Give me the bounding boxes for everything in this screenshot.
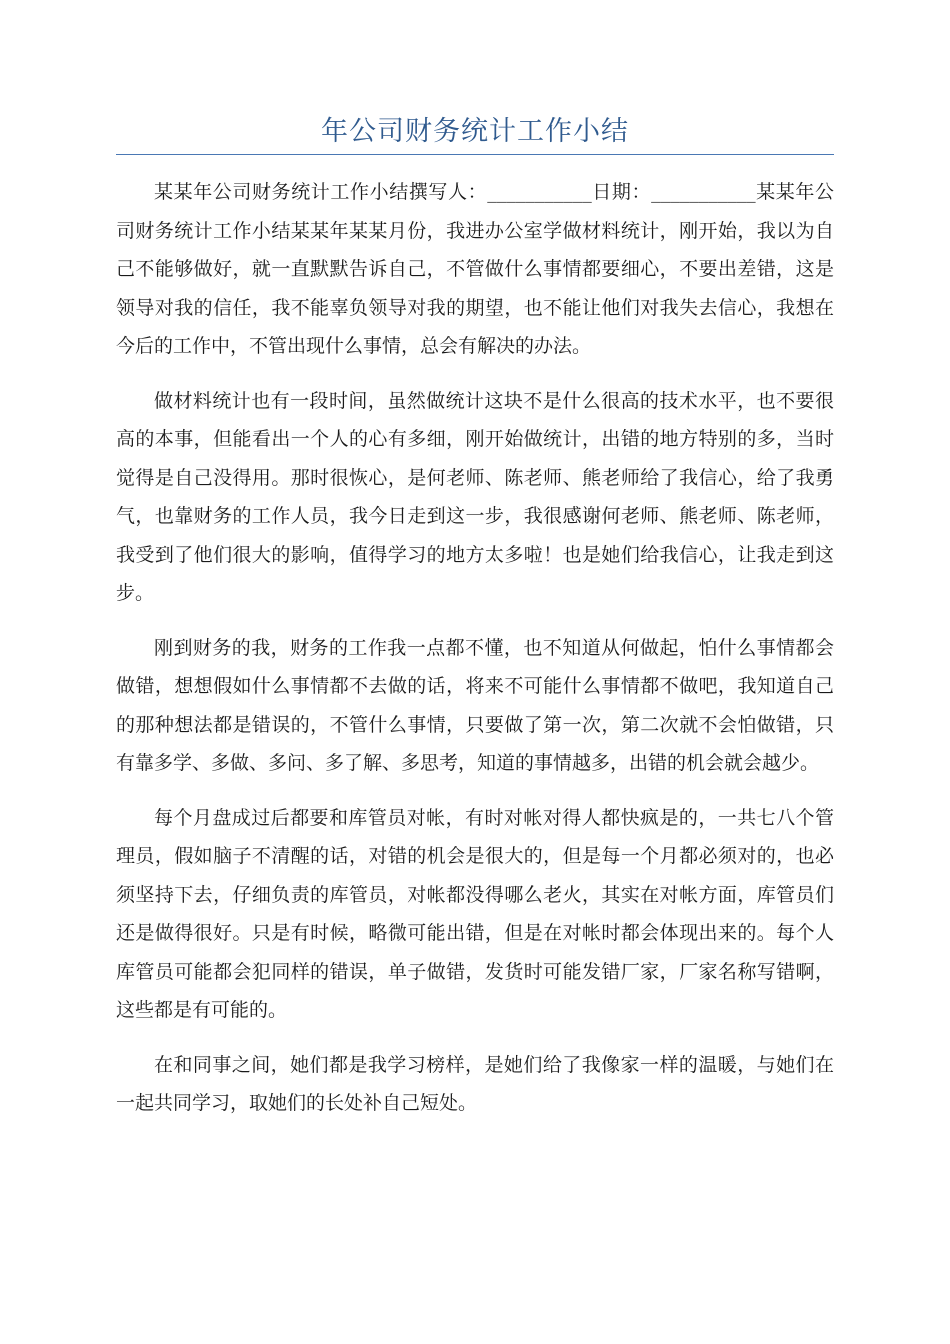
title-underline bbox=[116, 154, 834, 155]
paragraph-4: 每个月盘成过后都要和库管员对帐，有时对帐对得人都快疯是的，一共七八个管理员，假如脑子不清醒的话，对错的机会是很大的，但是每一个月都必须对的，也必须坚持下去，仔细负责的库管员，对帐都没得哪么老火，其实在对帐方面，库管员们还是做得很好。只是有时候，略微可能出错，但是在对帐时都会体现出来的。每个人库管员可能都会犯同样的错误，单子做错，发货时可能发错厂家，厂家名称写错啊，这些都是有可能的。 bbox=[116, 806, 834, 1021]
paragraph-1: 某某年公司财务统计工作小结撰写人：___________日期：___________某某年公司财务统计工作小结某某年某某月份，我进办公室学做材料统计，刚开始，我以为自己不能够做好，就一直默默告诉自己，不管做什么事情都要细心，不要出差错，这是领导对我的信任，我不能辜负领导对我的期望，也不能让他们对我失去信心，我想在今后的工作中，不管出现什么事情，总会有解决的办法。 bbox=[116, 181, 834, 357]
paragraph-3: 刚到财务的我，财务的工作我一点都不懂，也不知道从何做起，怕什么事情都会做错，想想假如什么事情都不去做的话，将来不可能什么事情都不做吧，我知道自己的那种想法都是错误的，不管什么事情，只要做了第一次，第二次就不会怕做错，只有靠多学、多做、多问、多了解、多思考，知道的事情越多，出错的机会就会越少。 bbox=[116, 636, 834, 774]
paragraph-2: 做材料统计也有一段时间，虽然做统计这块不是什么很高的技术水平，也不要很高的本事，但能看出一个人的心有多细，刚开始做统计，出错的地方特别的多，当时觉得是自己没得用。那时很恢心，是何老师、陈老师、熊老师给了我信心，给了我勇气，也靠财务的工作人员，我今日走到这一步，我很感谢何老师、熊老师、陈老师，我受到了他们很大的影响，值得学习的地方太多啦！也是她们给我信心，让我走到这步。 bbox=[116, 389, 834, 604]
document-body bbox=[116, 173, 834, 1123]
document-title: 年公司财务统计工作小结 bbox=[321, 116, 629, 147]
paragraph-5: 在和同事之间，她们都是我学习榜样，是她们给了我像家一样的温暖，与她们在一起共同学习，取她们的长处补自己短处。 bbox=[116, 1053, 834, 1114]
